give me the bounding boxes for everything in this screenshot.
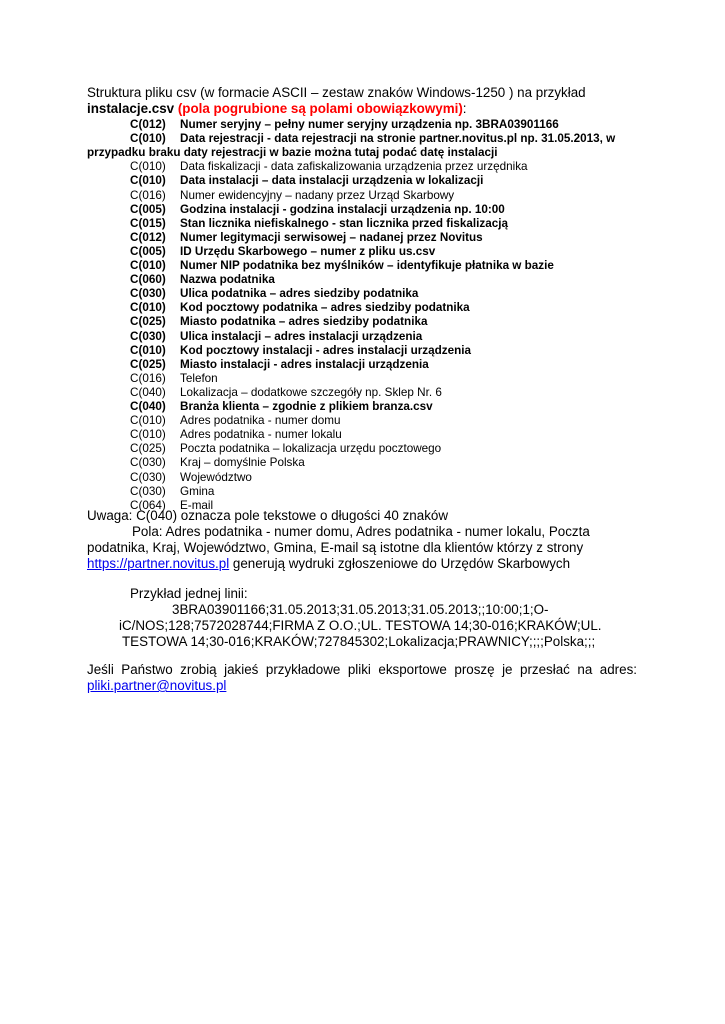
uwaga-note: Uwaga: C(040) oznacza pole tekstowe o długości 40 znaków bbox=[87, 508, 449, 523]
field-row bbox=[130, 471, 252, 484]
field-description: Adres podatnika - numer lokalu bbox=[180, 428, 342, 442]
example-line-1: 3BRA03901166;31.05.2013;31.05.2013;31.05.2013;;10:00;1;O- bbox=[172, 602, 549, 617]
field-row bbox=[130, 245, 435, 258]
field-row bbox=[130, 189, 454, 202]
field-description: Numer ewidencyjny – nadany przez Urząd Skarbowy bbox=[180, 188, 455, 202]
field-row bbox=[130, 428, 342, 441]
field-row bbox=[130, 456, 305, 469]
field-description: Miasto instalacji - adres instalacji urządzenia bbox=[180, 357, 429, 371]
field-code: C(010) bbox=[130, 160, 166, 174]
closing-text: Jeśli Państwo zrobią jakieś przykładowe pliki eksportowe proszę je przesłać na adres: bbox=[87, 662, 637, 677]
field-code: C(005) bbox=[130, 244, 166, 258]
field-code: C(030) bbox=[130, 484, 166, 498]
field-row bbox=[130, 372, 218, 385]
field-row bbox=[130, 273, 275, 286]
required-fields-note: (pola pogrubione są polami obowiązkowymi) bbox=[177, 101, 463, 116]
field-description: Lokalizacja – dodatkowe szczegóły np. Sklep Nr. 6 bbox=[180, 385, 442, 399]
field-description: Stan licznika niefiskalnego - stan licznika przed fiskalizacją bbox=[180, 216, 509, 230]
field-row bbox=[87, 146, 497, 159]
pola-note-line-1: Pola: Adres podatnika - numer domu, Adres podatnika - numer lokalu, Poczta bbox=[132, 524, 590, 539]
field-code: C(025) bbox=[130, 357, 166, 371]
field-description: Adres podatnika - numer domu bbox=[180, 414, 341, 428]
example-line-2: iC/NOS;128;7572028744;FIRMA Z O.O.;UL. TESTOWA 14;30-016;KRAKÓW;UL. bbox=[119, 618, 602, 633]
partner-link[interactable]: https://partner.novitus.pl bbox=[87, 556, 230, 571]
pola-note-line-3-rest: generują wydruki zgłoszeniowe do Urzędów Skarbowych bbox=[229, 556, 571, 571]
field-row bbox=[130, 231, 483, 244]
field-code: C(030) bbox=[130, 456, 166, 470]
field-code: C(025) bbox=[130, 315, 166, 329]
field-description: Godzina instalacji - godzina instalacji urządzenia np. 10:00 bbox=[180, 202, 505, 216]
field-code: C(010) bbox=[130, 174, 166, 188]
field-code: C(015) bbox=[130, 216, 166, 230]
field-row bbox=[130, 386, 442, 399]
field-description: przypadku braku daty rejestracji w bazie można tutaj podać datę instalacji bbox=[87, 146, 498, 160]
email-link[interactable]: pliki.partner@novitus.pl bbox=[87, 678, 227, 693]
field-description: Ulica podatnika – adres siedziby podatnika bbox=[180, 287, 419, 301]
field-row bbox=[130, 132, 615, 145]
field-description: Kod pocztowy instalacji - adres instalacji urządzenia bbox=[180, 343, 471, 357]
field-code: C(030) bbox=[130, 470, 166, 484]
field-description: Data instalacji – data instalacji urządzenia w lokalizacji bbox=[180, 174, 484, 188]
field-description: Kod pocztowy podatnika – adres siedziby podatnika bbox=[180, 301, 470, 315]
field-code: C(040) bbox=[130, 385, 166, 399]
field-code: C(040) bbox=[130, 400, 166, 413]
field-description: Nazwa podatnika bbox=[180, 273, 275, 287]
field-row bbox=[130, 344, 471, 357]
field-description: Telefon bbox=[180, 371, 218, 385]
pola-note-line-3 bbox=[87, 556, 570, 571]
field-row bbox=[130, 315, 427, 328]
field-row bbox=[130, 485, 214, 498]
field-description: ID Urzędu Skarbowego – numer z pliku us.csv bbox=[180, 244, 436, 258]
field-description: Ulica instalacji – adres instalacji urządzenia bbox=[180, 329, 423, 343]
field-code: C(016) bbox=[130, 188, 166, 202]
field-code: C(010) bbox=[130, 301, 166, 315]
example-heading: Przykład jednej linii: bbox=[130, 586, 248, 601]
field-code: C(005) bbox=[130, 202, 166, 216]
field-description: Numer legitymacji serwisowej – nadanej przez Novitus bbox=[180, 230, 483, 244]
field-row bbox=[130, 287, 418, 300]
field-row bbox=[130, 217, 508, 230]
field-row bbox=[130, 259, 554, 272]
field-code: C(016) bbox=[130, 371, 166, 385]
field-row bbox=[130, 442, 441, 455]
field-code: C(064) bbox=[130, 498, 166, 512]
intro-line: Struktura pliku csv (w formacie ASCII – zestaw znaków Windows-1250 ) na przykład bbox=[87, 85, 586, 100]
field-row bbox=[130, 160, 528, 173]
field-code: C(030) bbox=[130, 287, 166, 301]
field-row bbox=[130, 174, 483, 187]
field-description: Numer NIP podatnika bez myślników – identyfikuje płatnika w bazie bbox=[180, 259, 554, 272]
field-description: Województwo bbox=[180, 470, 252, 484]
pola-note-line-2: podatnika, Kraj, Województwo, Gmina, E-mail są istotne dla klientów którzy z strony bbox=[87, 540, 584, 555]
field-description: Kraj – domyślnie Polska bbox=[180, 456, 305, 470]
field-description: Miasto podatnika – adres siedziby podatnika bbox=[180, 315, 428, 329]
field-code: C(012) bbox=[130, 118, 166, 131]
field-code: C(010) bbox=[130, 414, 166, 428]
field-row bbox=[130, 203, 505, 216]
field-row bbox=[130, 301, 470, 314]
field-code: C(010) bbox=[130, 428, 166, 442]
field-code: C(012) bbox=[130, 230, 166, 244]
field-description: E-mail bbox=[180, 498, 214, 512]
field-code: C(060) bbox=[130, 273, 166, 287]
colon: : bbox=[462, 101, 467, 116]
field-description: Branża klienta – zgodnie z plikiem branza.csv bbox=[180, 400, 433, 413]
example-line-3: TESTOWA 14;30-016;KRAKÓW;727845302;Lokalizacja;PRAWNICY;;;;Polska;;; bbox=[122, 634, 596, 649]
field-code: C(010) bbox=[130, 259, 166, 272]
field-row bbox=[130, 358, 429, 371]
closing-email bbox=[87, 678, 226, 693]
field-description: Data fiskalizacji - data zafiskalizowania urządzenia przez urzędnika bbox=[180, 160, 528, 174]
field-row bbox=[130, 400, 433, 413]
field-code: C(010) bbox=[130, 132, 166, 146]
field-description: Numer seryjny – pełny numer seryjny urządzenia np. 3BRA03901166 bbox=[180, 118, 559, 131]
csv-filename: instalacje.csv bbox=[87, 101, 175, 116]
field-code: C(025) bbox=[130, 442, 166, 456]
field-description: Data rejestracji - data rejestracji na stronie partner.novitus.pl np. 31.05.2013, w bbox=[180, 132, 616, 146]
field-code: C(010) bbox=[130, 343, 166, 357]
field-description: Poczta podatnika – lokalizacja urzędu pocztowego bbox=[180, 442, 442, 456]
field-code: C(030) bbox=[130, 329, 166, 343]
field-row bbox=[130, 330, 422, 343]
field-description: Gmina bbox=[180, 484, 215, 498]
field-row bbox=[130, 118, 559, 131]
field-row bbox=[130, 414, 340, 427]
intro-filename-line bbox=[87, 101, 467, 116]
